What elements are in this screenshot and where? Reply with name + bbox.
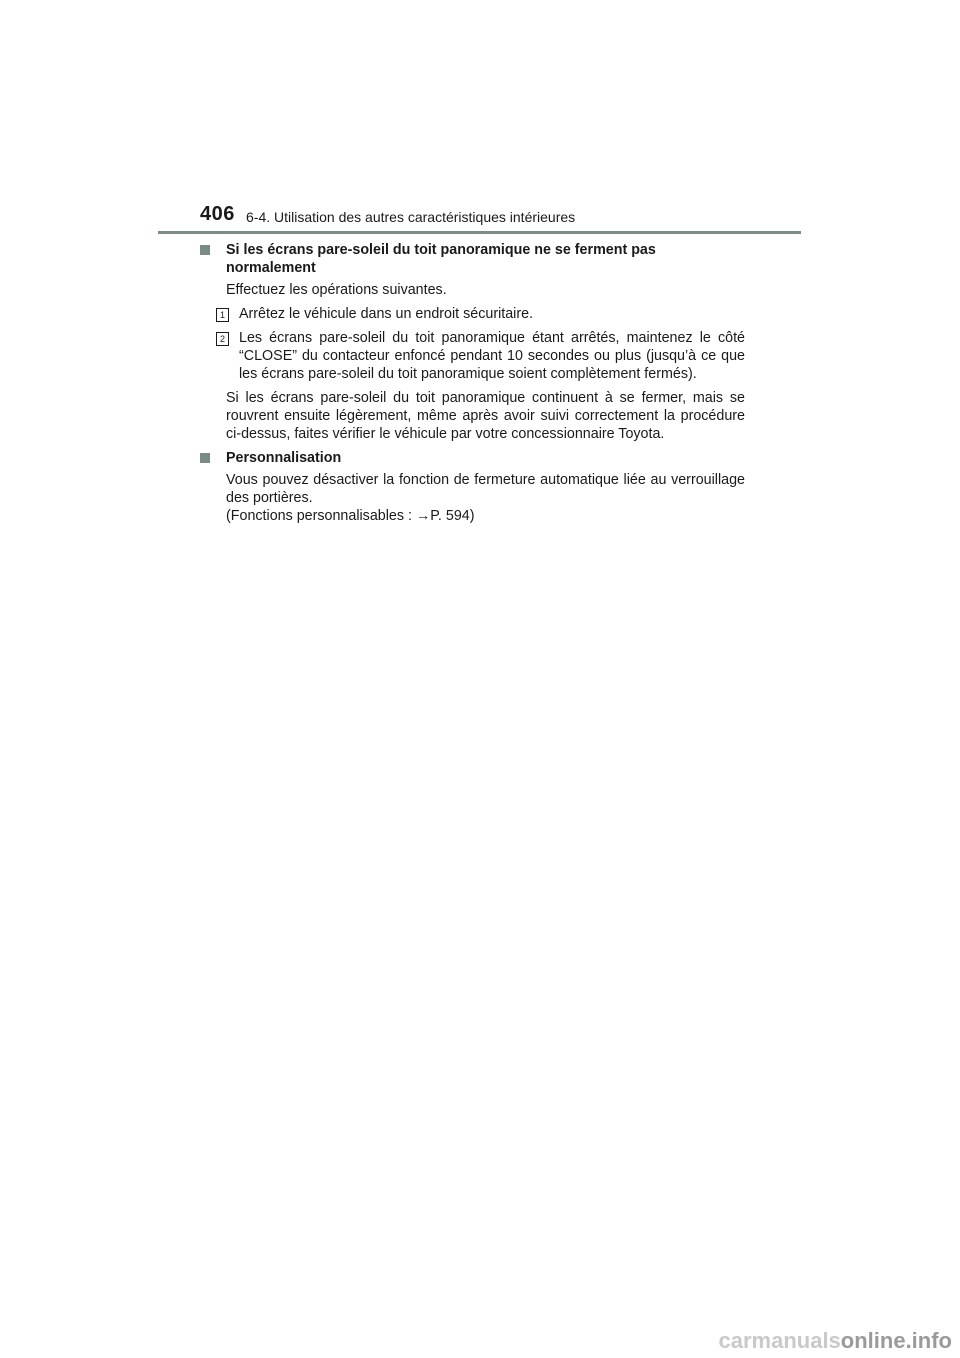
section-heading-personalisation — [200, 449, 745, 467]
intro-text: Effectuez les opérations suivantes. — [226, 282, 447, 298]
reference-prefix: (Fonctions personnalisables : — [226, 508, 416, 524]
step-text: Arrêtez le véhicule dans un endroit sécuritaire. — [239, 306, 534, 322]
square-bullet-icon — [200, 453, 210, 463]
arrow-icon: → — [415, 508, 431, 524]
section-title: 6-4. Utilisation des autres caractéristiques intérieures — [246, 209, 576, 225]
page-reference[interactable]: P. 594) — [430, 508, 475, 524]
note-text: Si les écrans pare-soleil du toit panoramique continuent à se fermer, mais se rouvrent ensuite légèrement, même après avoir suivi correctement la procédure ci-dessus, faites vérifier le véhicule par votre concessionnaire Toyota. — [226, 390, 745, 442]
watermark-suffix: online.info — [840, 1328, 952, 1353]
square-bullet-icon — [200, 245, 210, 255]
step-number-box: 1 — [216, 308, 229, 322]
page-content — [200, 241, 745, 525]
step-item — [200, 305, 745, 323]
watermark-prefix: carmanuals — [718, 1328, 841, 1353]
step-number-box: 2 — [216, 332, 229, 346]
heading-text: Personnalisation — [226, 450, 342, 466]
heading-text: Si les écrans pare-soleil du toit panoramique ne se ferment pas normalement — [226, 242, 656, 276]
personalisation-desc: Vous pouvez désactiver la fonction de fermeture automatique liée au verrouillage des portières. — [226, 472, 745, 506]
page-number: 406 — [200, 203, 235, 225]
watermark — [719, 1328, 953, 1354]
step-text: Les écrans pare-soleil du toit panoramique étant arrêtés, maintenez le côté “CLOSE” du contacteur enfoncé pendant 10 secondes ou plus (jusqu’à ce que les écrans pare-soleil du toit panoramique soient complètement fermés). — [239, 330, 745, 382]
section-heading-sunshade — [200, 241, 745, 277]
personalisation-text — [200, 471, 745, 525]
step-item — [200, 329, 745, 383]
header-rule — [158, 231, 801, 234]
